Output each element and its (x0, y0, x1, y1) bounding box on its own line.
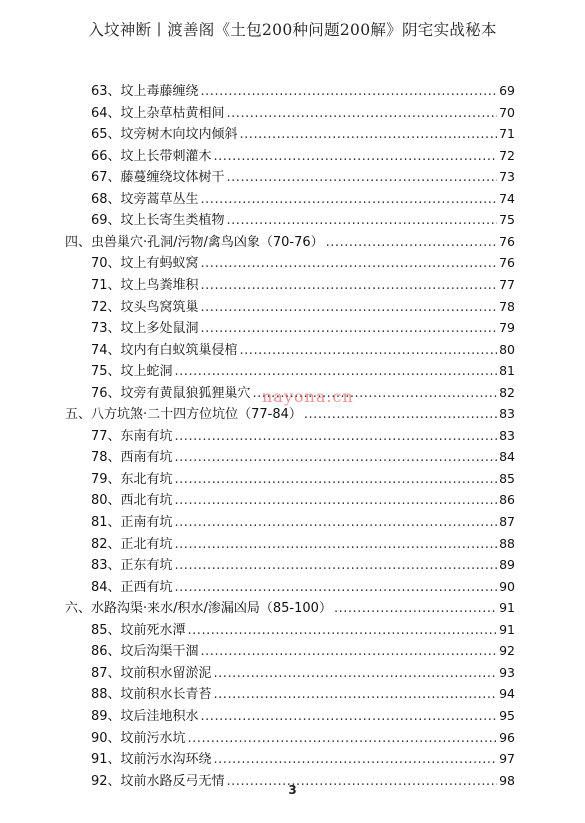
toc-entry-page: 76 (499, 255, 515, 271)
toc-entry-label: 80、西北有坑 (91, 493, 173, 509)
toc-entry-page: 85 (499, 470, 515, 486)
toc-entry-page: 84 (499, 449, 515, 465)
toc-entry-row[interactable] (91, 360, 515, 382)
dot-leader (227, 213, 498, 228)
toc-entry-row[interactable] (91, 662, 515, 684)
dot-leader (175, 537, 498, 552)
toc-entry-label: 68、坟旁蒿草丛生 (91, 191, 199, 207)
dot-leader (334, 601, 497, 616)
dot-leader (175, 450, 498, 465)
toc-entry-label: 88、坟前积水长青苔 (91, 687, 212, 703)
toc-entry-label: 66、坟上长带刺灌木 (91, 148, 212, 164)
toc-entry-page: 93 (499, 664, 515, 680)
toc-section-row[interactable] (65, 597, 515, 619)
toc-entry-page: 76 (499, 233, 515, 249)
toc-entry-label: 84、正西有坑 (91, 579, 173, 595)
dot-leader (175, 472, 498, 487)
toc-entry-page: 71 (499, 126, 515, 142)
toc-entry-row[interactable] (91, 683, 515, 705)
toc-entry-page: 98 (499, 772, 515, 788)
toc-entry-label: 79、东北有坑 (91, 471, 173, 487)
toc-entry-page: 70 (499, 104, 515, 120)
toc-entry-page: 83 (499, 427, 515, 443)
toc-entry-page: 88 (499, 535, 515, 551)
toc-entry-row[interactable] (91, 748, 515, 770)
toc-entry-label: 64、坟上杂草枯黄相间 (91, 105, 225, 121)
toc-entry-row[interactable] (91, 619, 515, 641)
toc-entry-row[interactable] (91, 446, 515, 468)
toc-entry-label: 五、八方坑煞·二十四方位坑位（77-84） (65, 407, 302, 423)
toc-entry-row[interactable] (91, 209, 515, 231)
dot-leader (175, 558, 498, 573)
dot-leader (214, 149, 498, 164)
toc-entry-row[interactable] (91, 489, 515, 511)
dot-leader (227, 170, 498, 185)
toc-entry-page: 74 (499, 190, 515, 206)
dot-leader (175, 364, 498, 379)
toc-entry-label: 四、虫兽巢穴·孔洞/污物/禽鸟凶象（70-76） (65, 234, 324, 250)
dot-leader (201, 256, 498, 271)
toc-entry-row[interactable] (91, 166, 515, 188)
toc-entry-page: 78 (499, 298, 515, 314)
toc-entry-row[interactable] (91, 123, 515, 145)
page-header-title: 入坟神断丨渡善阁《土包200种问题200解》阴宅实战秘本 (88, 21, 497, 39)
toc-entry-label: 77、东南有坑 (91, 428, 173, 444)
toc-entry-label: 65、坟旁树木向坟内倾斜 (91, 127, 238, 143)
toc-entry-label: 72、坟头鸟窝筑巢 (91, 299, 199, 315)
dot-leader (240, 127, 498, 142)
toc-entry-label: 69、坟上长寄生类植物 (91, 213, 225, 229)
dot-leader (175, 493, 498, 508)
toc-entry-label: 70、坟上有蚂蚁窝 (91, 256, 199, 272)
dot-leader (304, 407, 497, 422)
toc-entry-label: 76、坟旁有黄鼠狼狐狸巢穴 (91, 385, 251, 401)
dot-leader (201, 84, 498, 99)
toc-entry-page: 87 (499, 514, 515, 529)
toc-entry-page: 81 (499, 363, 515, 379)
toc-entry-page: 77 (499, 276, 515, 292)
dot-leader (201, 709, 498, 724)
dot-leader (175, 515, 498, 530)
toc-entry-page: 89 (499, 557, 515, 573)
toc-entry-row[interactable] (91, 554, 515, 576)
toc-entry-label: 75、坟上蛇洞 (91, 364, 173, 380)
toc-entry-page: 73 (499, 169, 515, 185)
toc-entry-page: 82 (499, 384, 515, 400)
toc-entry-page: 95 (499, 707, 515, 723)
toc-entry-label: 78、西南有坑 (91, 450, 173, 466)
toc-entry-label: 73、坟上多处鼠洞 (91, 321, 199, 337)
toc-entry-row[interactable] (91, 145, 515, 167)
toc-entry-label: 81、正南有坑 (91, 515, 173, 530)
dot-leader (214, 687, 498, 702)
toc-entry-label: 82、正北有坑 (91, 536, 173, 552)
toc-entry-label: 71、坟上鸟粪堆积 (91, 277, 199, 293)
dot-leader (201, 300, 498, 315)
toc-entry-page: 92 (499, 643, 515, 659)
toc-section-row[interactable] (65, 403, 515, 425)
toc-entry-label: 83、正东有坑 (91, 558, 173, 574)
toc-entry-row[interactable] (91, 102, 515, 124)
toc-entry-page: 69 (499, 83, 515, 98)
toc-entry-row[interactable] (91, 252, 515, 274)
toc-entry-row[interactable] (91, 468, 515, 490)
toc-entry-row[interactable] (91, 425, 515, 447)
watermark: nayona.cn (262, 387, 354, 406)
toc-entry-page: 90 (499, 578, 515, 594)
dot-leader (188, 623, 498, 638)
toc-entry-row[interactable] (91, 727, 515, 749)
toc-entry-row[interactable] (91, 317, 515, 339)
toc-entry-row[interactable] (91, 80, 515, 102)
page-number: 3 (288, 783, 297, 797)
toc-entry-label: 92、坟前水路反弓无情 (91, 773, 225, 789)
toc-entry-label: 86、坟后沟渠干涸 (91, 644, 199, 660)
toc-entry-page: 75 (499, 212, 515, 228)
toc-entry-row[interactable] (91, 705, 515, 727)
dot-leader (175, 580, 498, 595)
toc-entry-page: 94 (499, 686, 515, 702)
toc-entry-row[interactable] (91, 576, 515, 598)
toc-entry-row[interactable] (91, 511, 515, 533)
toc-entry-row[interactable] (91, 339, 515, 361)
toc-entry-page: 72 (499, 147, 515, 163)
toc-entry-label: 六、水路沟渠·来水/积水/渗漏凶局（85-100） (65, 601, 332, 617)
toc-entry-page: 83 (499, 406, 515, 422)
toc-entry-row[interactable] (91, 274, 515, 296)
toc-entry-page: 86 (499, 492, 515, 508)
toc-entry-page: 97 (499, 751, 515, 767)
toc-entry-page: 91 (499, 621, 515, 637)
toc-entry-page: 80 (499, 341, 515, 357)
dot-leader (201, 192, 498, 207)
toc-entry-row[interactable] (91, 188, 515, 210)
dot-leader (326, 235, 497, 250)
toc-entry-row[interactable] (91, 533, 515, 555)
toc-entry-label: 87、坟前积水留淤泥 (91, 665, 212, 681)
dot-leader (201, 321, 498, 336)
toc-entry-page: 96 (499, 729, 515, 745)
dot-leader (201, 644, 498, 659)
dot-leader (201, 278, 498, 293)
toc-entry-label: 85、坟前死水潭 (91, 622, 186, 638)
toc-entry-label: 91、坟前污水沟环绕 (91, 752, 212, 768)
toc-entry-label: 90、坟前污水坑 (91, 730, 186, 746)
dot-leader (227, 106, 498, 121)
toc-entry-page: 91 (499, 600, 515, 616)
dot-leader (240, 343, 498, 358)
toc-entry-label: 74、坟内有白蚁筑巢侵棺 (91, 342, 238, 358)
toc-entry-label: 89、坟后洼地积水 (91, 708, 199, 724)
toc-entry-row[interactable] (91, 640, 515, 662)
toc-entry-page: 79 (499, 320, 515, 336)
dot-leader (175, 429, 498, 444)
dot-leader (188, 731, 498, 746)
dot-leader (214, 752, 498, 767)
toc-section-row[interactable] (65, 231, 515, 253)
toc-entry-row[interactable] (91, 296, 515, 318)
dot-leader (214, 666, 498, 681)
toc-entry-label: 63、坟上毒藤缠绕 (91, 84, 199, 99)
toc-entry-label: 67、藤蔓缠绕坟体树干 (91, 170, 225, 186)
